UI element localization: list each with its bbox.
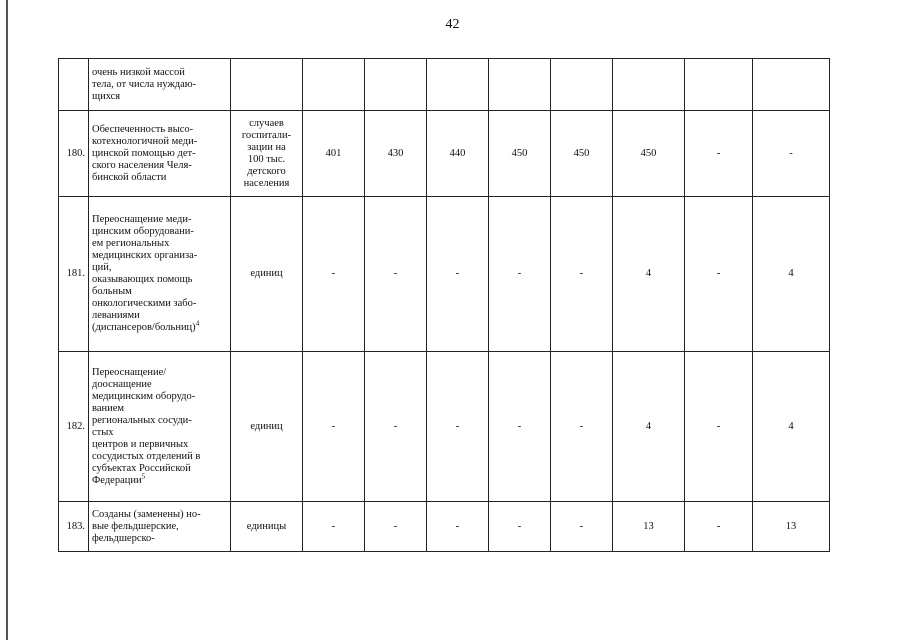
value-cell — [365, 59, 427, 111]
value-cell: - — [489, 352, 551, 502]
value-cell: - — [551, 502, 613, 552]
indicator-name — [89, 59, 231, 111]
value-cell: 450 — [489, 111, 551, 197]
value-cell: 4 — [613, 197, 685, 352]
table-row — [59, 197, 830, 352]
value-cell: - — [427, 197, 489, 352]
page-number: 42 — [445, 17, 460, 32]
value-cell — [489, 59, 551, 111]
value-cell — [551, 59, 613, 111]
unit-of-measure: единицы — [231, 502, 303, 552]
indicator-name — [89, 502, 231, 552]
value-cell: - — [365, 197, 427, 352]
scan-edge-line — [6, 0, 8, 640]
table-row — [59, 111, 830, 197]
indicators-table — [58, 58, 830, 552]
indicator-name-text: Переоснащение/ дооснащение медицинским оборудо- ванием региональных сосуди- стых центров и первичных сосудистых отделений в субъектах Российской Федерации — [92, 366, 201, 486]
value-cell: 450 — [551, 111, 613, 197]
value-cell: - — [303, 502, 365, 552]
value-cell — [303, 59, 365, 111]
value-cell — [427, 59, 489, 111]
value-cell: 13 — [613, 502, 685, 552]
value-cell: 440 — [427, 111, 489, 197]
indicator-name — [89, 111, 231, 197]
value-cell — [613, 59, 685, 111]
value-cell: 13 — [753, 502, 830, 552]
value-cell: - — [753, 111, 830, 197]
value-cell: - — [489, 197, 551, 352]
value-cell: 4 — [753, 352, 830, 502]
unit-of-measure — [231, 59, 303, 111]
table-row — [59, 502, 830, 552]
value-cell: - — [685, 197, 753, 352]
indicator-name-text: Переоснащение меди- цинским оборудовани- ем региональных медицинских организа- ций, оказывающих помощь больным онкологическими забо- леваниями (диспансеров/больниц) — [92, 214, 198, 333]
row-number: 182. — [59, 352, 89, 502]
value-cell — [685, 59, 753, 111]
value-cell: - — [685, 111, 753, 197]
value-cell: - — [427, 502, 489, 552]
unit-of-measure: случаев госпитали- зации на 100 тыс. детского населения — [231, 111, 303, 197]
value-cell: - — [551, 197, 613, 352]
footnote-marker: 4 — [195, 319, 200, 328]
value-cell: - — [365, 352, 427, 502]
value-cell: 4 — [753, 197, 830, 352]
row-number: 183. — [59, 502, 89, 552]
table-row — [59, 352, 830, 502]
value-cell: - — [365, 502, 427, 552]
indicator-name-text: Обеспеченность высо- котехнологичной меди- цинской помощью дет- ского населения Челя- бинской области — [92, 123, 198, 183]
table-row — [59, 59, 830, 111]
value-cell: - — [303, 197, 365, 352]
value-cell: - — [685, 352, 753, 502]
footnote-marker: 5 — [141, 472, 146, 480]
value-cell: - — [489, 502, 551, 552]
row-number: 180. — [59, 111, 89, 197]
value-cell: - — [551, 352, 613, 502]
value-cell: - — [427, 352, 489, 502]
row-number — [59, 59, 89, 111]
value-cell: 4 — [613, 352, 685, 502]
value-cell: - — [303, 352, 365, 502]
value-cell: - — [685, 502, 753, 552]
value-cell: 450 — [613, 111, 685, 197]
unit-of-measure: единиц — [231, 352, 303, 502]
value-cell — [753, 59, 830, 111]
indicator-name-text: Созданы (заменены) но- вые фельдшерские, фельдшерско- — [92, 508, 201, 544]
row-number: 181. — [59, 197, 89, 352]
unit-of-measure: единиц — [231, 197, 303, 352]
indicator-name — [89, 352, 231, 502]
value-cell: 401 — [303, 111, 365, 197]
value-cell: 430 — [365, 111, 427, 197]
indicator-name-text: очень низкой массой тела, от числа нуждаю- щихся — [92, 66, 197, 102]
indicator-name — [89, 197, 231, 352]
